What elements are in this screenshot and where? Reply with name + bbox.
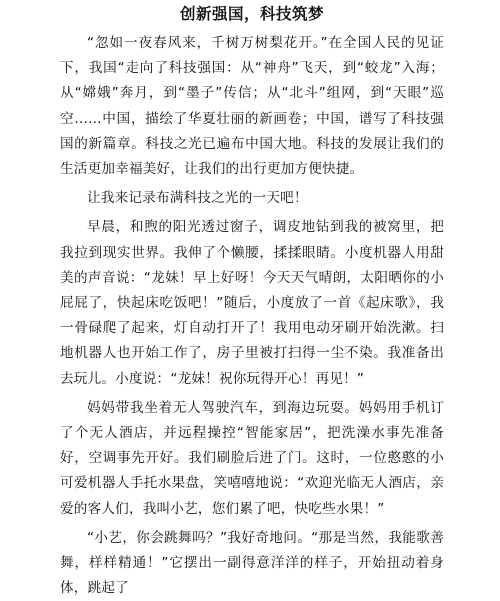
paragraph-record-day: 让我来记录布满科技之光的一天吧！ bbox=[87, 190, 308, 207]
document-title: 创新强国，科技筑梦 bbox=[179, 5, 324, 23]
paragraph-unmanned-hotel: 妈妈带我坐着无人驾驶汽车，到海边玩耍。妈妈用手机订了个无人酒店，并远程操控“智能家居”，把洗澡水事先准备好，空调事先开好。我们刷脸后进了门。这时，一位憨憨的小可爱机器人手托水果盘，笑嘻嘻地说：“欢迎光临无人酒店，亲爱的客人们，我叫小艺，您们累了吧，快吃些水果！” bbox=[60, 399, 444, 517]
paragraph-intro: “忽如一夜春风来，千树万树梨花开。”在全国人民的见证下，我国“走向了科技强国：从“神舟”飞天，到“蛟龙”入海；从“嫦娥”奔月，到“墨子”传信；从“北斗”组网，到“天眼”巡空……中国，描绘了华夏壮丽的新画卷；中国，谱写了科技强国的新篇章。科技之光已遍布中国大地。科技的发展让我们的生活更加幸福美好，让我们的出行更加方便快捷。 bbox=[60, 35, 444, 178]
paragraph-morning: 早晨，和煦的阳光透过窗子，调皮地钻到我的被窝里，把我拉到现实世界。我伸了个懒腰，揉揉眼睛。小度机器人用甜美的声音说：“龙妹！早上好呀！今天天气晴朗，太阳晒你的小屁屁了，快起床吃饭吧！”随后，小度放了一首《起床歌》，我一骨碌爬了起来，灯自动打开了！我用电动牙刷开始洗漱。扫地机器人也开始工作了，房子里被打扫得一尘不染。我准备出去玩儿。小度说：“龙妹！祝你玩得开心！再见！” bbox=[60, 219, 444, 387]
paragraph-dance: “小艺，你会跳舞吗？”我好奇地问。“那是当然，我能歌善舞，样样精通！”它摆出一副得意洋洋的样子，开始扭动着身体，跳起了 bbox=[60, 529, 444, 597]
